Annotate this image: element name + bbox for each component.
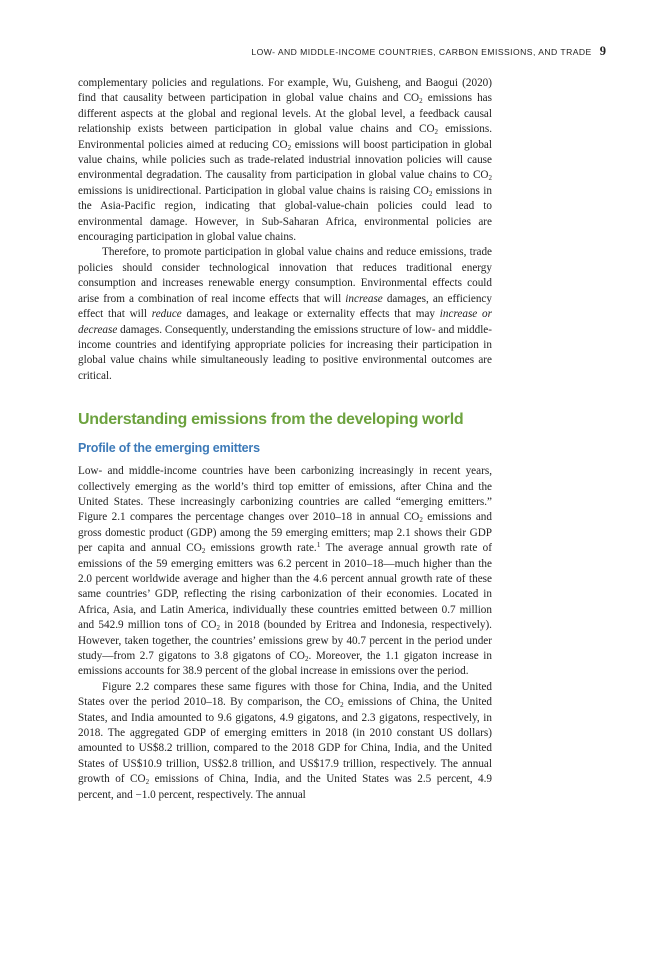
subscript: 2: [419, 516, 423, 525]
text-run: emissions of China, India, and the United States was 2.5 percent, 4.9 percent, and −1.0 percent, respectively. The annual: [78, 773, 492, 801]
text-run: damages, and leakage or externality effects that may: [181, 308, 440, 321]
running-header: [78, 44, 606, 59]
subscript: 2: [145, 778, 150, 787]
subscript: 2: [434, 128, 439, 137]
subscript: 2: [428, 189, 433, 198]
text-run: complementary policies and regulations. For example, Wu, Guisheng, and Baogui (2020) find that causality between participation in global value chains and CO: [78, 77, 492, 105]
text-run: Therefore, to promote participation in global value chains and reduce emissions, trade policies should consider technological innovation that reduces traditional energy consumption and increases renewable energy consumption. Environmental effects could arise from a combination of real income effects that will: [78, 246, 492, 305]
text-run: Low- and middle-income countries have been carbonizing increasingly in recent years, collectively emerging as the world’s third top emitter of emissions, after China and the United States. These increasingly carbonizing countries are called “emerging emitters.” Figure 2.1 compares the percentage changes over 2010–18 in annual CO: [78, 465, 492, 524]
text-run: emissions will boost participation in global value chains, while policies such as trade-related industrial innovation policies will cause environmental degradation. The causality from participation in global value chains to CO: [78, 138, 493, 182]
text-run: Figure 2.2 compares these same figures with those for China, India, and the United States over the period 2010–18. By comparison, the CO: [78, 680, 492, 709]
subscript: 2: [287, 143, 292, 152]
subsection-heading: Profile of the emerging emitters: [78, 441, 260, 456]
body-text: [78, 76, 492, 803]
footnote-marker: 1: [316, 540, 321, 550]
paragraph-1: [78, 76, 492, 245]
page-number: 9: [599, 44, 606, 58]
paragraph-2: [78, 245, 492, 384]
text-run: damages. Consequently, understanding the emissions structure of low- and middle-income countries and identifying appropriate policies for increasing their participation in global value chains while simultaneously leading to positive environmental outcomes are critical.: [78, 323, 492, 382]
text-run: emissions growth rate.: [205, 542, 317, 555]
text-run: emissions. Environmental policies aimed at reducing CO: [78, 123, 493, 151]
section-heading: Understanding emissions from the developing world: [78, 411, 464, 429]
paragraph-4: [78, 680, 492, 803]
subscript: 2: [488, 174, 492, 183]
subscript: 2: [201, 547, 206, 556]
subscript: 2: [419, 97, 423, 106]
text-run: emissions is unidirectional. Participation in global value chains is raising CO: [78, 184, 429, 197]
text-run: in 2018 (bounded by Eritrea and Indonesia, respectively). However, taken together, the countries’ emissions grew by 40.7 percent in the period under study—from 2.7 gigatons to 3.8 gigatons of CO: [78, 619, 492, 662]
running-title: LOW- AND MIDDLE-INCOME COUNTRIES, CARBON EMISSIONS, AND TRADE: [251, 47, 592, 57]
subscript: 2: [304, 655, 309, 663]
emphasis: increase: [345, 292, 383, 305]
emphasis: increase or decrease: [78, 308, 492, 336]
text-run: . Moreover, the 1.1 gigaton increase in emissions accounts for 38.9 percent of the global increase in emissions over the period.: [78, 650, 493, 678]
text-run: The average annual growth rate of emissions of the 59 emerging emitters was 6.2 percent in 2010–18—much higher than the 2.0 percent worldwide average and higher than the 4.6 percent annual growth rate of these same countries’ GDP, reflecting the rising carbonization of their economies. Located in Africa, Asia, and Latin America, individually these countries emitted between 0.7 million and 542.9 million tons of CO: [78, 542, 492, 632]
paragraph-3: [78, 464, 492, 680]
text-run: emissions and gross domestic product (GDP) among the 59 emerging emitters; map 2.1 shows their GDP per capita and annual CO: [78, 511, 492, 555]
subscript: 2: [340, 701, 344, 710]
text-run: emissions of China, the United States, and India amounted to 9.6 gigatons, 4.9 gigatons, and 2.3 gigatons, respectively, in 2018. The aggregated GDP of emerging emitters in 2018 (in 2010 constant US dollars) amounted to US$8.2 trillion, compared to the 2018 GDP for China, India, and the United States of US$10.9 trillion, US$2.8 trillion, and US$17.9 trillion, respectively. The annual growth of CO: [78, 696, 492, 786]
text-run: damages, an efficiency effect that will: [78, 292, 492, 321]
text-run: emissions in the Asia-Pacific region, indicating that global-value-chain policies could lead to environmental damage. However, in Sub-Saharan Africa, environmental policies are encouraging participation in global value chains.: [78, 184, 492, 244]
subscript: 2: [216, 624, 220, 633]
text-run: emissions has different aspects at the global and regional levels. At the global level, a feedback causal relationship exists between participation in global value chains and CO: [78, 92, 493, 136]
emphasis: reduce: [151, 308, 182, 321]
